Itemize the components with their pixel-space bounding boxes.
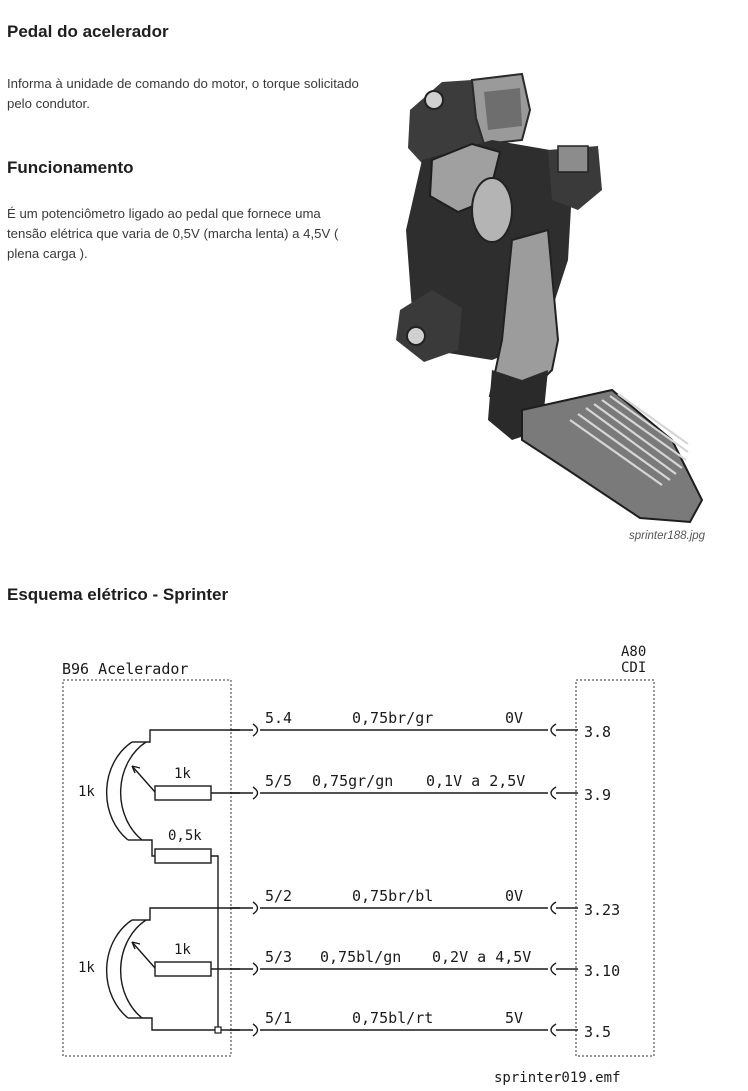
connector-pin-right-icon: [551, 902, 556, 914]
wire-cable-label: 0,75gr/gn: [312, 772, 394, 790]
pot2-wiper-resistor: [155, 962, 211, 976]
funcionamento-description: É um potenciômetro ligado ao pedal que fornece uma tensão elétrica que varia de 0,5V (marcha lenta) a 4,5V ( plena carga ).: [7, 206, 339, 261]
pot1-wiper: [132, 766, 155, 792]
wire-pin-label: 5.4: [265, 709, 293, 727]
connector-pin-left-icon: [253, 724, 258, 736]
ecu-pin-label: 3.5: [584, 1023, 612, 1041]
pot1-bottom-lead: [142, 840, 155, 856]
series-resistor-label: 0,5k: [168, 828, 202, 844]
wire-pin-label: 5/3: [265, 948, 293, 966]
accelerator-pedal-photo: [372, 40, 732, 530]
wire-row: [230, 887, 620, 919]
module-label-b96: B96 Acelerador: [62, 660, 189, 678]
ecu-pin-label: 3.9: [584, 786, 612, 804]
pot2-track-label: 1k: [78, 960, 95, 976]
ecu-pin-label: 3.10: [584, 962, 621, 980]
wire-signal-label: 0,2V a 4,5V: [432, 948, 532, 966]
ecu-pin-label: 3.8: [584, 723, 612, 741]
pot1-top-lead: [146, 730, 240, 742]
wire-row: [230, 948, 620, 980]
pedal-description: Informa à unidade de comando do motor, o torque solicitado pelo condutor.: [7, 76, 359, 111]
pot2-bottom-lead: [142, 1018, 240, 1030]
section-title-funcionamento: Funcionamento: [7, 158, 134, 177]
pot2-wiper: [132, 942, 155, 968]
electrical-schematic: [0, 600, 748, 1091]
wire-cable-label: 0,75br/gr: [352, 709, 434, 727]
pot1-track-inner: [121, 742, 146, 840]
connector-pin-right-icon: [551, 963, 556, 975]
wire-signal-label: 0V: [505, 709, 524, 727]
junction-node: [215, 1027, 221, 1033]
wire-row: [230, 1009, 611, 1041]
pot2-track: [107, 920, 132, 1018]
connector-pin-left-icon: [253, 963, 258, 975]
schematic-caption: sprinter019.emf: [494, 1070, 621, 1086]
side-connector: [558, 146, 588, 172]
pot1-wiper-label: 1k: [174, 766, 191, 782]
connector-pin-right-icon: [551, 1024, 556, 1036]
wire-pin-label: 5/2: [265, 887, 293, 905]
pot2-top-lead: [146, 908, 240, 920]
pivot-spring: [472, 178, 512, 242]
wire-signal-label: 5V: [505, 1009, 524, 1027]
pedal-pad: [522, 390, 702, 522]
connector-pin-right-icon: [551, 787, 556, 799]
wire-pin-label: 5/1: [265, 1009, 293, 1027]
wire-cable-label: 0,75bl/gn: [320, 948, 402, 966]
module-label-a80: A80: [621, 644, 647, 660]
series-resistor: [155, 849, 211, 863]
wire-harness: [230, 709, 620, 1041]
connector-pin-left-icon: [253, 787, 258, 799]
connector-socket: [484, 88, 522, 130]
pot2-wiper-label: 1k: [174, 942, 191, 958]
wire-cable-label: 0,75bl/rt: [352, 1009, 434, 1027]
ecu-pin-label: 3.23: [584, 901, 621, 919]
section-title-esquema: Esquema elétrico - Sprinter: [7, 585, 229, 604]
wire-cable-label: 0,75br/bl: [352, 887, 434, 905]
mounting-hole-icon: [407, 327, 425, 345]
connector-pin-left-icon: [253, 1024, 258, 1036]
pot1-track-label: 1k: [78, 784, 95, 800]
supply-bus: [211, 856, 218, 1030]
connector-pin-right-icon: [551, 724, 556, 736]
wire-row: [230, 709, 611, 741]
pot2-track-inner: [121, 920, 146, 1018]
module-label-cdi: CDI: [621, 660, 647, 676]
accelerator-module-box: [63, 680, 231, 1056]
wire-pin-label: 5/5: [265, 772, 293, 790]
mounting-hole-icon: [425, 91, 443, 109]
pot1-track: [107, 742, 132, 840]
pot1-wiper-resistor: [155, 786, 211, 800]
section-title-pedal: Pedal do acelerador: [7, 22, 169, 41]
wire-signal-label: 0,1V a 2,5V: [426, 772, 526, 790]
connector-pin-left-icon: [253, 902, 258, 914]
wire-row: [230, 772, 611, 804]
wire-signal-label: 0V: [505, 887, 524, 905]
photo-caption: sprinter188.jpg: [629, 530, 706, 542]
